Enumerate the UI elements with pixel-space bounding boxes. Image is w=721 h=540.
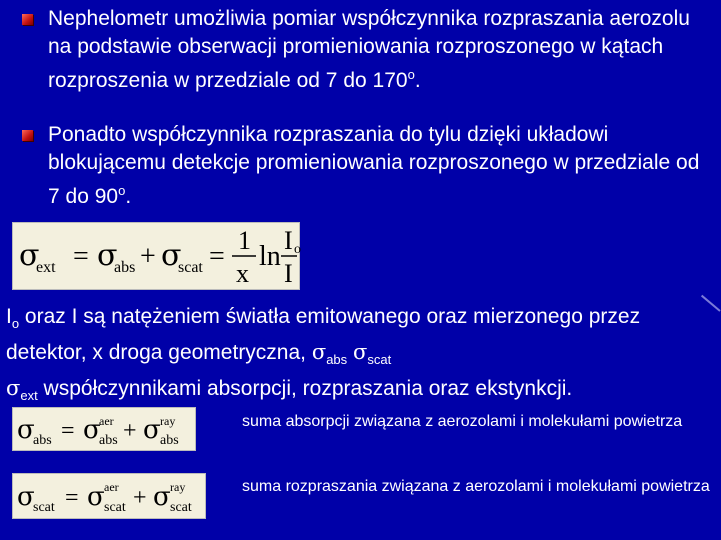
sub-scat: scat [170,500,192,515]
bullet-marker [22,130,33,141]
sigma-symbol: σ [143,415,161,445]
sub-o: o [294,242,301,257]
equals-sign: = [209,241,225,272]
scattering-formula [12,473,206,519]
numerator-one: 1 [238,226,251,255]
sigma-symbol: σ [83,415,101,445]
sigma-symbol: σ [153,482,171,512]
denominator-I: I [284,259,293,288]
extinction-formula-svg [13,223,299,289]
sigma-symbol: σ [17,482,35,512]
sub-abs: abs [114,259,136,276]
sigma-symbol: σ [161,238,182,273]
sub-abs: abs [99,433,118,448]
sub-scat: scat [33,500,55,515]
denominator-x: x [236,259,249,288]
scattering-note: suma rozpraszania związana z aerozolami i molekułami powietrza [242,478,710,495]
equals-sign: = [65,485,79,511]
sup-aer: aer [99,414,114,428]
sub-scat: scat [104,500,126,515]
ln-function: ln [259,241,281,272]
sub-ext: ext [36,259,56,276]
plus-sign: + [133,485,147,511]
sigma-symbol: σ [97,238,118,273]
sub-abs: abs [160,433,179,448]
sup-aer: aer [104,480,119,494]
absorption-formula [12,407,196,451]
equals-sign: = [73,241,89,272]
plus-sign: + [140,241,156,272]
plus-sign: + [123,418,137,444]
sigma-symbol: σ [19,238,40,273]
bullet-text-2: Ponadto współczynnika rozpraszania do tylu dzięki układowi blokującemu detekcje promieniowania rozproszonego w przedziale od 7 do 90$^o$. [48,123,700,208]
sub-scat: scat [178,259,203,276]
sub-abs: abs [33,433,52,448]
bullet-text-1: Nephelometr umożliwia pomiar współczynnika rozpraszania aerozolu na podstawie obserwacji promieniowania rozproszonego w kątach rozproszenia w przedziale od 7 do 170$^o$. [48,7,690,92]
scattering-formula-svg [13,474,205,518]
equals-sign: = [61,418,75,444]
extinction-formula [12,222,300,290]
sup-ray: ray [160,414,176,428]
sigma-symbol: σ [17,415,35,445]
bullet-marker [22,14,33,25]
sup-ray: ray [170,480,186,494]
absorption-formula-svg [13,408,195,450]
sigma-symbol: σ [87,482,105,512]
description-paragraph: $I_o$ oraz I są natężeniem światła emitowanego oraz mierzonego przez detektor, x droga geometryczna, $\sigma_{abs}$ $\sigma_{scat}$ $\sigma_{ext}$ współczynnikami absorpcji, rozpraszania oraz ekstynkcji. [6,305,641,404]
numerator-I: I [284,226,293,255]
absorption-note: suma absorpcji związana z aerozolami i molekułami powietrza [242,413,683,430]
